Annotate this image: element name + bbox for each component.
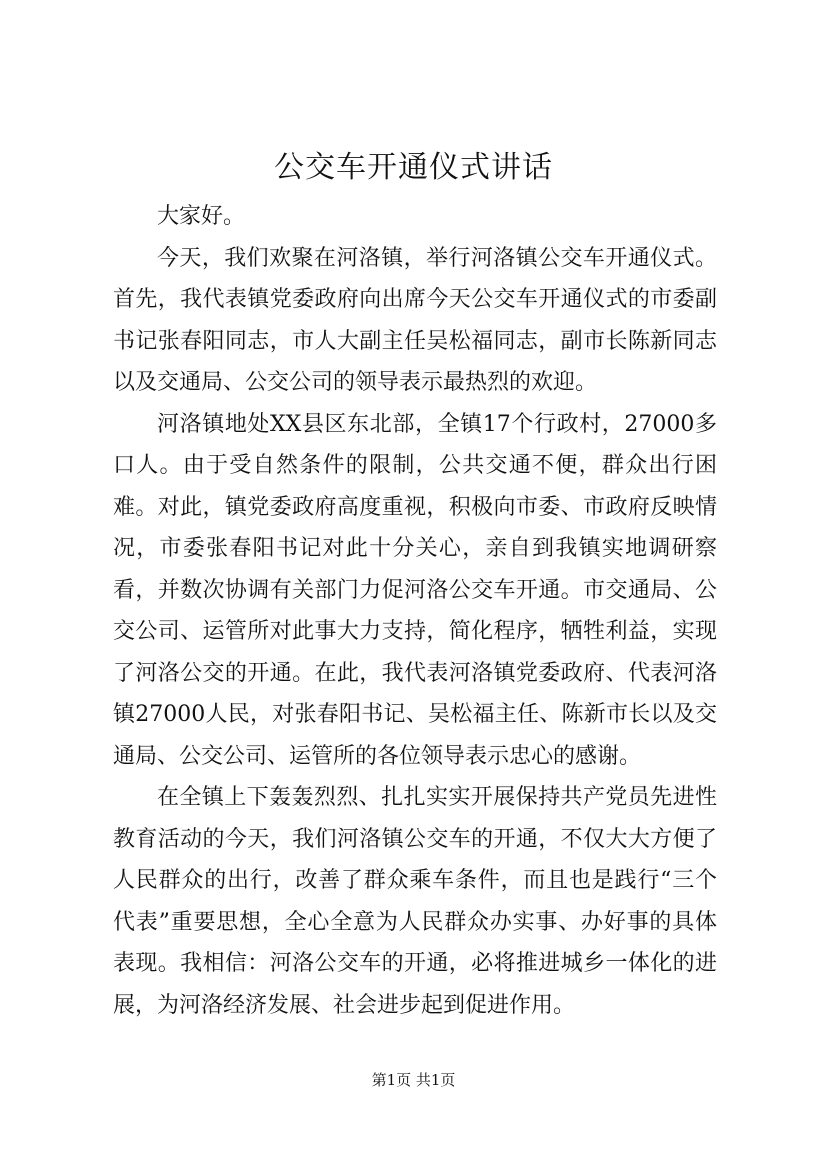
paragraph-welcome: 今天，我们欢聚在河洛镇，举行河洛镇公交车开通仪式。首先，我代表镇党委政府向出席今天公交车开通仪式的市委副书记张春阳同志，市人大副主任吴松福同志，副市长陈新同志以及交通局、公交公司的领导表示最热烈的欢迎。 — [113, 245, 717, 395]
page-footer: 第1页 共1页 — [371, 1071, 456, 1089]
document-body — [113, 196, 717, 1026]
document-title: 公交车开通仪式讲话 — [274, 150, 553, 185]
paragraph-significance: 在全镇上下轰轰烈烈、扎扎实实开展保持共产党员先进性教育活动的今天，我们河洛镇公交车的开通，不仅大大方便了人民群众的出行，改善了群众乘车条件，而且也是践行“三个代表”重要思想，全心全意为人民群众办实事、办好事的具体表现。我相信：河洛公交车的开通，必将推进城乡一体化的进展，为河洛经济发展、社会进步起到促进作用。 — [113, 785, 717, 1018]
paragraph-background: 河洛镇地处XX县区东北部，全镇17个行政村，27000多口人。由于受自然条件的限制，公共交通不便，群众出行困难。对此，镇党委政府高度重视，积极向市委、市政府反映情况，市委张春阳书记对此十分关心，亲自到我镇实地调研察看，并数次协调有关部门力促河洛公交车开通。市交通局、公交公司、运管所对此事大力支持，简化程序，牺牲利益，实现了河洛公交的开通。在此，我代表河洛镇党委政府、代表河洛镇27000人民，对张春阳书记、吴松福主任、陈新市长以及交通局、公交公司、运管所的各位领导表示忠心的感谢。 — [113, 411, 717, 769]
paragraph-greeting: 大家好。 — [157, 204, 246, 229]
